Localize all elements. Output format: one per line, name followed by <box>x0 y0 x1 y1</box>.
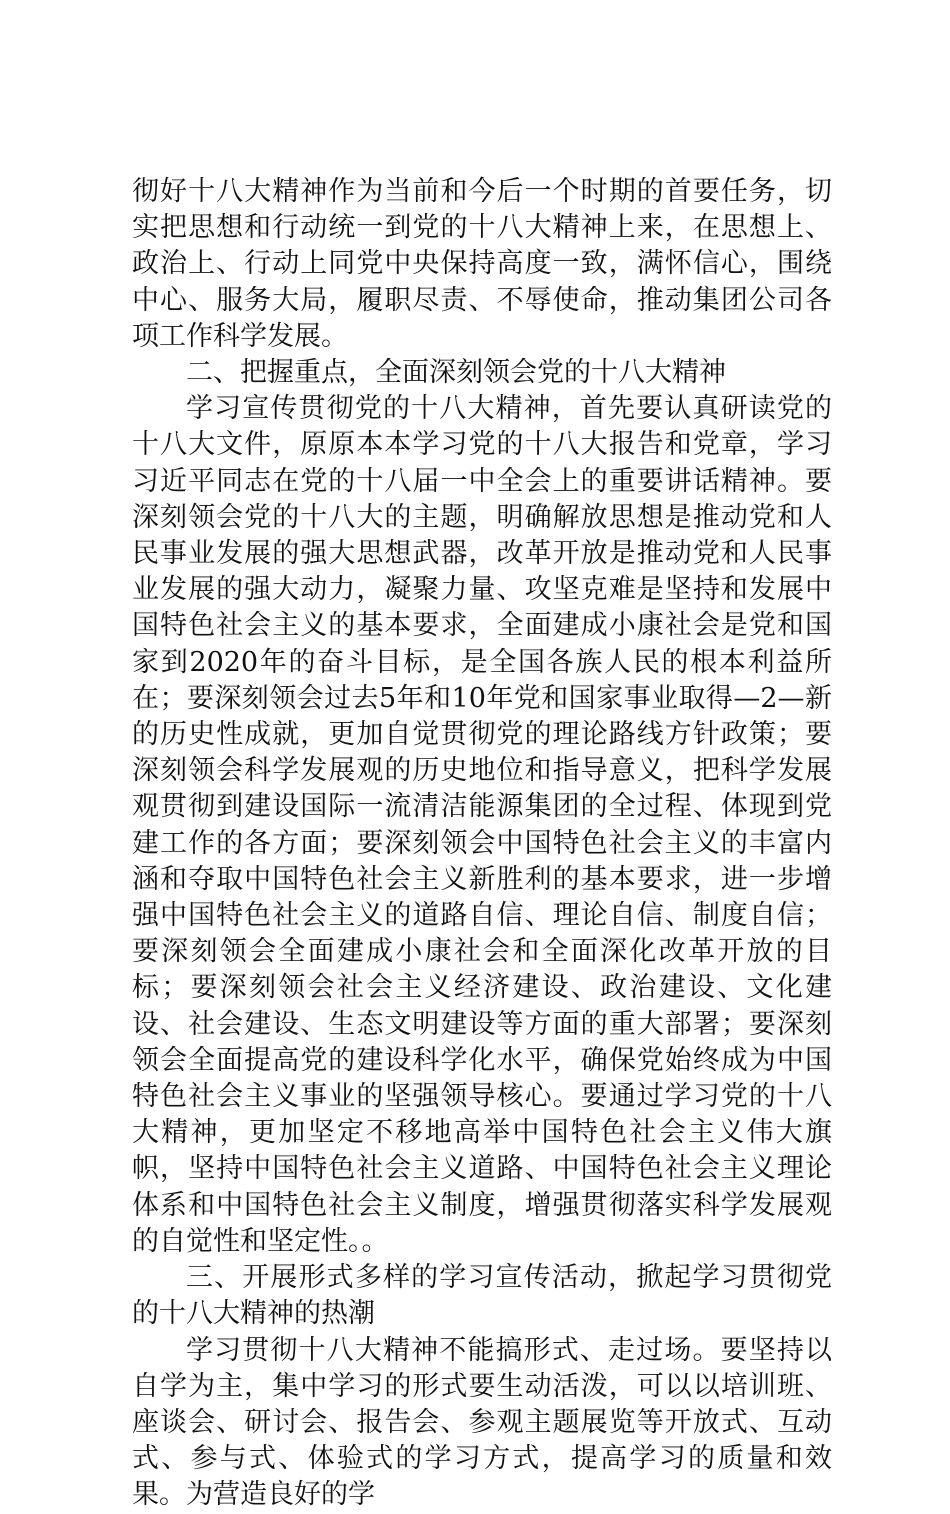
section-heading-3: 三、开展形式多样的学习宣传活动，掀起学习贯彻党的十八大精神的热潮 <box>132 1262 832 1330</box>
paragraph-section-3: 学习贯彻十八大精神不能搞形式、走过场。要坚持以自学为主，集中学习的形式要生动活泼，可以以培训班、座谈会、研讨会、报告会、参观主题展览等开放式、互动式、参与式、体验式的学习方式，提高学习的质量和效果。为营造良好的学 <box>132 1334 832 1511</box>
document-body <box>132 174 832 1514</box>
paragraph-section-2: 学习宣传贯彻党的十八大精神，首先要认真研读党的十八大文件，原原本本学习党的十八大报告和党章，学习习近平同志在党的十八届一中全会上的重要讲话精神。要深刻领会党的十八大的主题，明确解放思想是推动党和人民事业发展的强大思想武器，改革开放是推动党和人民事业发展的强大动力，凝聚力量、攻坚克难是坚持和发展中国特色社会主义的基本要求，全面建成小康社会是党和国家到2020年的奋斗目标，是全国各族人民的根本利益所在；要深刻领会过去5年和10年党和国家事业取得—2—新的历史性成就，更加自觉贯彻党的理论路线方针政策；要深刻领会科学发展观的历史地位和指导意义，把科学发展观贯彻到建设国际一流清洁能源集团的全过程、体现到党建工作的各方面；要深刻领会中国特色社会主义的丰富内涵和夺取中国特色社会主义新胜利的基本要求，进一步增强中国特色社会主义的道路自信、理论自信、制度自信；要深刻领会全面建成小康社会和全面深化改革开放的目标；要深刻领会社会主义经济建设、政治建设、文化建设、社会建设、生态文明建设等方面的重大部署；要深刻领会全面提高党的建设科学化水平，确保党始终成为中国特色社会主义事业的坚强领导核心。要通过学习党的十八大精神，更加坚定不移地高举中国特色社会主义伟大旗帜，坚持中国特色社会主义道路、中国特色社会主义理论体系和中国特色社会主义制度，增强贯彻落实科学发展观的自觉性和坚定性。。 <box>132 393 832 1257</box>
section-heading-2: 二、把握重点，全面深刻领会党的十八大精神 <box>186 357 726 389</box>
paragraph-continued: 彻好十八大精神作为当前和今后一个时期的首要任务，切实把思想和行动统一到党的十八大精神上来，在思想上、政治上、行动上同党中央保持高度一致，满怀信心，围绕中心、服务大局，履职尽责、不辱使命，推动集团公司各项工作科学发展。 <box>132 176 832 352</box>
